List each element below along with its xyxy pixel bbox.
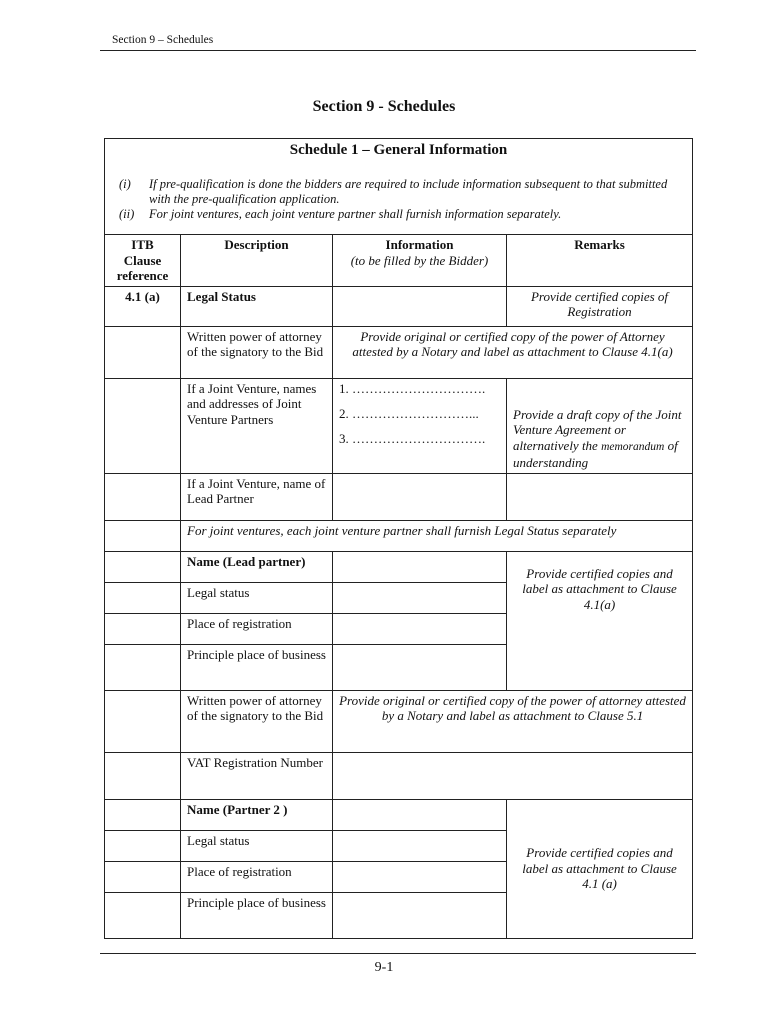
jv-remark-memorandum: memorandum xyxy=(601,440,665,453)
schedule-notes xyxy=(105,163,692,234)
section-title: Section 9 - Schedules xyxy=(312,98,456,115)
empty-ref-cell xyxy=(105,520,181,551)
jv-lead-label: If a Joint Venture, name of Lead Partner xyxy=(181,473,333,520)
lead-place-info-cell xyxy=(333,613,507,644)
jv-lead-info-cell xyxy=(333,473,507,520)
empty-ref-cell xyxy=(105,830,181,861)
column-header-itb: ITB Clause reference xyxy=(105,235,181,287)
empty-ref-cell xyxy=(105,613,181,644)
vat-info-cell xyxy=(333,752,693,799)
column-header-information-label: Information xyxy=(385,237,454,252)
written-power-info: Provide original or certified copy of the power of Attorney attested by a Notary and label as attachment to Clause 4.1(a) xyxy=(333,326,693,378)
empty-ref-cell xyxy=(105,551,181,582)
written-power-2-label: Written power of attorney of the signatory to the Bid xyxy=(181,690,333,752)
jv-names-label: If a Joint Venture, names and addresses of Joint Venture Partners xyxy=(181,378,333,473)
schedule-table xyxy=(104,138,693,939)
empty-ref-cell xyxy=(105,326,181,378)
jv-names-remark xyxy=(507,378,693,473)
lead-partner-remark: Provide certified copies and label as attachment to Clause 4.1(a) xyxy=(507,551,693,690)
lead-legal-status-info-cell xyxy=(333,582,507,613)
jv-partner-line: 2. ………………………... xyxy=(339,405,479,421)
empty-ref-cell xyxy=(105,861,181,892)
jv-legal-status-note: For joint ventures, each joint venture partner shall furnish Legal Status separately xyxy=(181,520,693,551)
column-header-remarks: Remarks xyxy=(507,235,693,287)
legal-status-info-cell xyxy=(333,286,507,326)
running-header xyxy=(100,30,696,51)
written-power-label: Written power of attorney of the signatory to the Bid xyxy=(181,326,333,378)
vat-label: VAT Registration Number xyxy=(181,752,333,799)
schedule-note xyxy=(119,177,684,207)
partner2-principle-label: Principle place of business xyxy=(181,892,333,938)
empty-ref-cell xyxy=(105,473,181,520)
itb-clause-ref: 4.1 (a) xyxy=(105,286,181,326)
lead-legal-status-label: Legal status xyxy=(181,582,333,613)
empty-ref-cell xyxy=(105,644,181,690)
note-number: (i) xyxy=(119,177,131,191)
note-number: (ii) xyxy=(119,207,135,221)
written-power-2-info: Provide original or certified copy of the power of attorney attested by a Notary and label as attachment to Clause 5.1 xyxy=(333,690,693,752)
lead-principle-label: Principle place of business xyxy=(181,644,333,690)
lead-partner-name-label: Name (Lead partner) xyxy=(181,551,333,582)
column-header-description: Description xyxy=(181,235,333,287)
partner2-place-label: Place of registration xyxy=(181,861,333,892)
lead-principle-info-cell xyxy=(333,644,507,690)
jv-partner-line: 1. …………………………. xyxy=(339,380,486,396)
schedule-header-cell xyxy=(105,139,693,235)
jv-remark-understanding: of understanding xyxy=(513,437,678,470)
partner2-name-label: Name (Partner 2 ) xyxy=(181,799,333,830)
partner2-principle-info-cell xyxy=(333,892,507,938)
empty-ref-cell xyxy=(105,690,181,752)
jv-names-info-cell xyxy=(333,378,507,473)
jv-partner-line: 3. …………………………. xyxy=(339,430,486,446)
schedule-note xyxy=(119,207,684,222)
jv-lead-remark-cell xyxy=(507,473,693,520)
lead-partner-name-info-cell xyxy=(333,551,507,582)
empty-ref-cell xyxy=(105,582,181,613)
running-header-title: Section 9 – Schedules xyxy=(112,34,214,46)
empty-ref-cell xyxy=(105,799,181,830)
note-text: For joint ventures, each joint venture partner shall furnish information separately. xyxy=(149,207,562,221)
footer-rule xyxy=(100,953,696,954)
jv-remark-text: Provide a draft copy of the Joint Venture Agreement or alternatively the xyxy=(513,406,682,453)
partner2-place-info-cell xyxy=(333,861,507,892)
empty-ref-cell xyxy=(105,892,181,938)
legal-status-label: Legal Status xyxy=(181,286,333,326)
column-header-information xyxy=(333,235,507,287)
lead-place-label: Place of registration xyxy=(181,613,333,644)
partner2-legal-status-info-cell xyxy=(333,830,507,861)
column-header-information-sub: (to be filled by the Bidder) xyxy=(350,252,489,268)
page-number: 9-1 xyxy=(374,960,394,975)
empty-ref-cell xyxy=(105,752,181,799)
partner2-name-info-cell xyxy=(333,799,507,830)
empty-ref-cell xyxy=(105,378,181,473)
legal-status-remark: Provide certified copies of Registration xyxy=(507,286,693,326)
note-text: If pre-qualification is done the bidders are required to include information subsequent to that submitted with the pre-qualification application. xyxy=(149,177,668,206)
partner2-legal-status-label: Legal status xyxy=(181,830,333,861)
schedule-title: Schedule 1 – General Information xyxy=(289,142,508,158)
partner2-remark: Provide certified copies and label as attachment to Clause 4.1 (a) xyxy=(507,799,693,938)
